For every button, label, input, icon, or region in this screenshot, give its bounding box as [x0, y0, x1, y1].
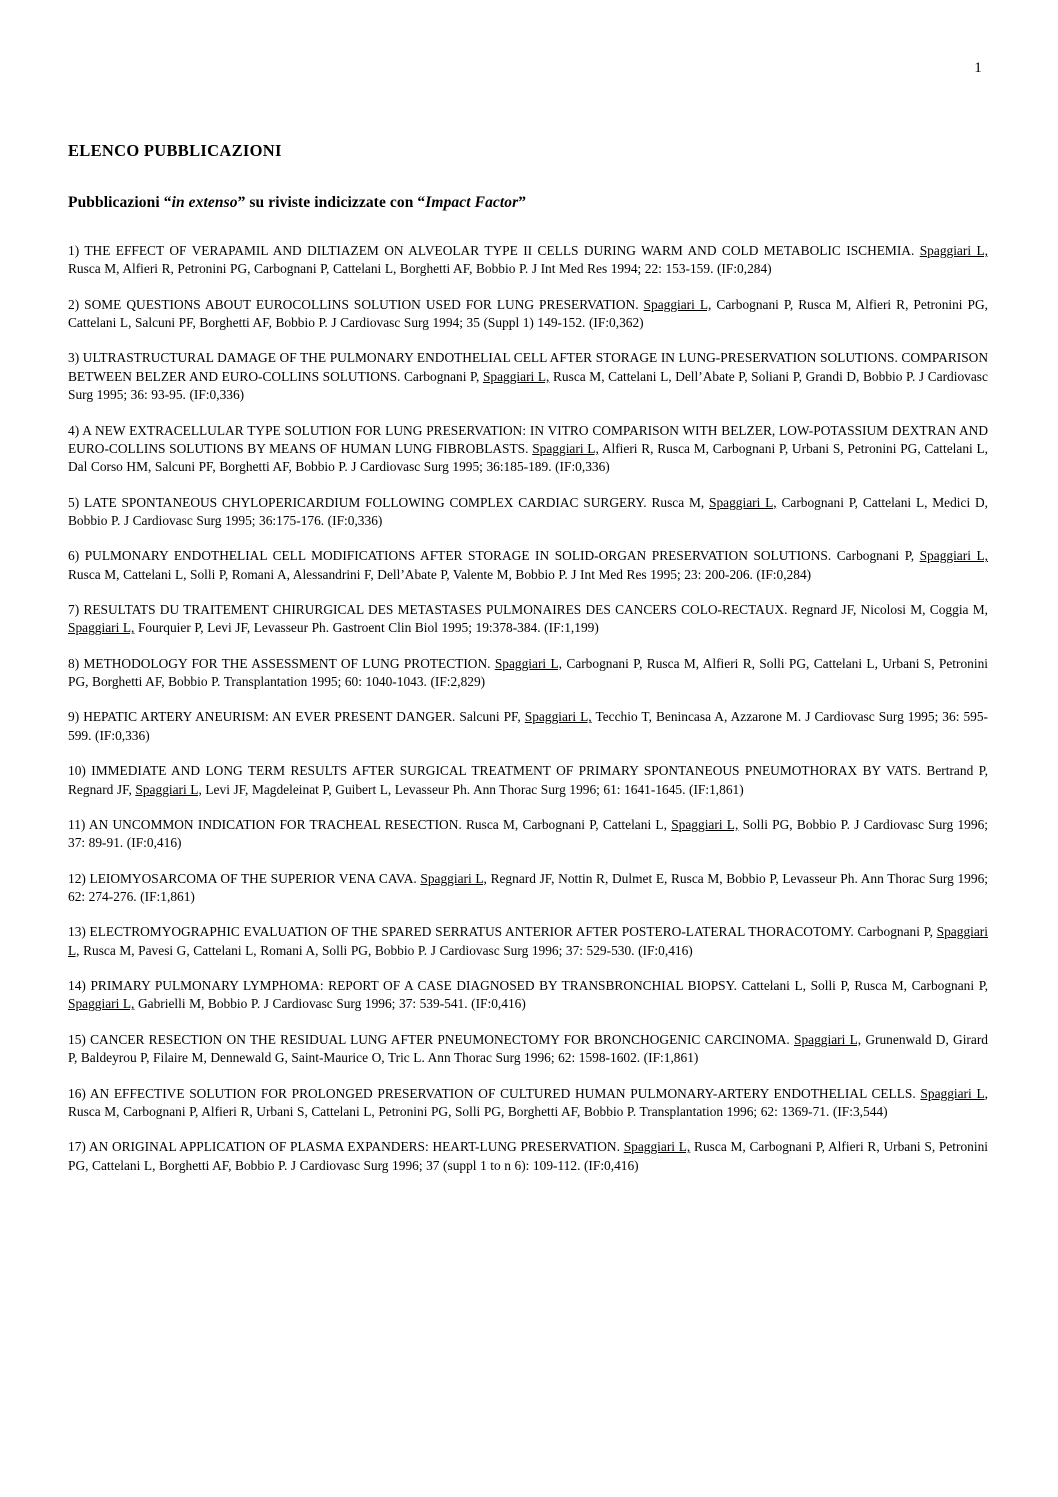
page-number: 1: [974, 60, 982, 76]
entry-reference: J Cardiovasc Surg 1995; 36:185-189. (IF:0,336): [351, 459, 610, 475]
subtitle-part-in-extenso: in extenso: [171, 194, 238, 211]
publication-entry: [68, 296, 988, 333]
entry-author-highlighted: Spaggiari L,: [68, 924, 988, 958]
entry-author-highlighted: Spaggiari L,: [524, 709, 592, 725]
entry-authors-rest: Carbognani P, Cattelani L, Medici D, Bobbio P.: [68, 494, 988, 528]
entry-number: 16): [68, 1085, 90, 1101]
entry-authors-pre: Regnard JF, Nicolosi M, Coggia M,: [791, 602, 989, 618]
entry-authors-rest: Fourquier P, Levi JF, Levasseur Ph.: [137, 620, 333, 636]
entry-authors-rest: Rusca M, Pavesi G, Cattelani L, Romani A, Solli PG, Bobbio P.: [83, 942, 431, 958]
entry-author-highlighted: Spaggiari L,: [920, 1085, 988, 1101]
entry-author-highlighted: Spaggiari L,: [482, 368, 550, 384]
entry-author-highlighted: Spaggiari L,: [68, 620, 135, 636]
entry-author-highlighted: Spaggiari L,: [135, 781, 202, 797]
entry-authors-pre: Bertrand P, Regnard JF,: [68, 763, 988, 797]
publication-entry: [68, 242, 988, 279]
entry-title: CANCER RESECTION ON THE RESIDUAL LUNG AFTER PNEUMONECTOMY FOR BRONCHOGENIC CARCINOMA.: [90, 1031, 795, 1047]
entry-title: ELECTROMYOGRAPHIC EVALUATION OF THE SPARED SERRATUS ANTERIOR AFTER POSTERO-LATERAL THORACOTOMY.: [89, 924, 858, 940]
entry-reference: Transplantation 1996; 62: 1369-71. (IF:3,544): [639, 1103, 888, 1119]
entry-reference: J Cardiovasc Surg 1995; 36: 595-599. (IF:0,336): [68, 709, 988, 743]
entry-reference: Ann Thorac Surg 1996; 62: 274-276. (IF:1,861): [68, 870, 988, 904]
entry-authors-pre: Carbognani P,: [403, 368, 483, 384]
entry-reference: J Cardiovasc Surg 1996; 37: 539-541. (IF:0,416): [263, 996, 526, 1012]
page-title: ELENCO PUBBLICAZIONI: [68, 141, 282, 160]
subtitle-part-e: ”: [518, 194, 527, 211]
entry-number: 9): [68, 709, 84, 725]
entry-authors-pre: Salcuni PF,: [459, 709, 525, 725]
publication-entry: [68, 601, 988, 638]
publication-entry: [68, 422, 988, 477]
entry-author-highlighted: Spaggiari L,: [919, 548, 988, 564]
publication-entry: [68, 816, 988, 853]
entry-author-highlighted: Spaggiari L,: [794, 1031, 862, 1047]
entry-authors-pre: Carbognani P,: [857, 924, 937, 940]
entry-author-highlighted: Spaggiari L,: [671, 816, 739, 832]
entry-authors-rest: Grunenwald D, Girard P, Baldeyrou P, Filaire M, Dennewald G, Saint-Maurice O, Tric L.: [68, 1031, 988, 1066]
entry-number: 11): [68, 816, 89, 832]
publication-list: [68, 242, 988, 1175]
entry-authors-rest: Levi JF, Magdeleinat P, Guibert L, Levasseur Ph.: [205, 781, 473, 797]
entry-title: IMMEDIATE AND LONG TERM RESULTS AFTER SURGICAL TREATMENT OF PRIMARY SPONTANEOUS PNEUMOTHORAX BY VATS.: [91, 763, 927, 779]
subtitle-part-a: Pubblicazioni “: [68, 194, 172, 211]
entry-title: RESULTATS DU TRAITEMENT CHIRURGICAL DES METASTASES PULMONAIRES DES CANCERS COLO-RECTAUX.: [83, 602, 792, 618]
entry-title: THE EFFECT OF VERAPAMIL AND DILTIAZEM ON ALVEOLAR TYPE II CELLS DURING WARM AND COLD METABOLIC ISCHEMIA.: [84, 243, 920, 258]
entry-title: PULMONARY ENDOTHELIAL CELL MODIFICATIONS AFTER STORAGE IN SOLID-ORGAN PRESERVATION SOLUTIONS.: [84, 548, 837, 564]
entry-author-highlighted: Spaggiari L,: [68, 996, 135, 1012]
publication-entry: [68, 1085, 988, 1122]
entry-authors-rest: Rusca M, Carbognani P, Alfieri R, Urbani S, Cattelani L, Petronini PG, Solli PG, Borghetti AF, Bobbio P.: [68, 1103, 640, 1119]
publication-entry: [68, 762, 988, 799]
entry-authors-rest: Carbognani P, Rusca M, Alfieri R, Solli PG, Cattelani L, Urbani S, Petronini PG, Borghetti AF, Bobbio P.: [68, 655, 988, 690]
entry-number: 3): [68, 350, 83, 366]
entry-author-highlighted: Spaggiari L,: [919, 243, 989, 258]
entry-number: 5): [68, 494, 84, 510]
publication-entry: [68, 923, 988, 960]
entry-reference: Gastroent Clin Biol 1995; 19:378-384. (IF:1,199): [332, 620, 599, 636]
entry-title: METHODOLOGY FOR THE ASSESSMENT OF LUNG PROTECTION.: [83, 655, 495, 671]
entry-reference: Ann Thorac Surg 1996; 62: 1598-1602. (IF:1,861): [427, 1050, 699, 1066]
entry-authors-rest: Gabrielli M, Bobbio P.: [137, 996, 264, 1012]
entry-number: 13): [68, 924, 90, 940]
entry-reference: J Int Med Res 1994; 22: 153-159. (IF:0,284): [531, 261, 772, 277]
entry-authors-rest: Alfieri R, Rusca M, Carbognani P, Urbani S, Petronini PG, Cattelani L, Dal Corso HM, Salcuni PF, Borghetti AF, Bobbio P.: [68, 440, 988, 475]
publication-entry: [68, 655, 988, 692]
entry-reference: J Cardiovasc Surg 1995; 36:175-176. (IF:0,336): [123, 512, 383, 528]
entry-reference: J Cardiovasc Surg 1996; 37 (suppl 1 to n 6): 109-112. (IF:0,416): [290, 1157, 639, 1173]
entry-reference: J Cardiovasc Surg 1996; 37: 529-530. (IF:0,416): [430, 942, 693, 958]
entry-authors-rest: Carbognani P, Rusca M, Alfieri R, Petronini PG, Cattelani L, Salcuni PF, Borghetti AF, Bobbio P.: [68, 296, 988, 331]
entry-number: 15): [68, 1031, 91, 1047]
entry-reference: J Cardiovasc Surg 1995; 36: 93-95. (IF:0,336): [68, 368, 988, 403]
entry-title: ULTRASTRUCTURAL DAMAGE OF THE PULMONARY ENDOTHELIAL CELL AFTER STORAGE IN LUNG-PRESERVATION SOLUTIONS. COMPARISON BETWEEN BELZER AND EURO-COLLINS SOLUTIONS.: [68, 350, 989, 384]
entry-author-highlighted: Spaggiari L,: [623, 1139, 691, 1155]
entry-title: SOME QUESTIONS ABOUT EUROCOLLINS SOLUTION USED FOR LUNG PRESERVATION.: [84, 296, 644, 312]
entry-authors-pre: Cattelani L, Solli P, Rusca M, Carbognani P,: [741, 978, 988, 994]
entry-authors-rest: Solli PG, Bobbio P.: [742, 816, 855, 832]
entry-title: PRIMARY PULMONARY LYMPHOMA: REPORT OF A CASE DIAGNOSED BY TRANSBRONCHIAL BIOPSY.: [90, 978, 742, 994]
section-subtitle: [68, 194, 988, 212]
publication-entry: [68, 977, 988, 1014]
entry-number: 6): [68, 548, 85, 564]
entry-authors-rest: Rusca M, Carbognani P, Alfieri R, Urbani S, Petronini PG, Cattelani L, Borghetti AF, Bobbio P.: [68, 1139, 989, 1173]
entry-author-highlighted: Spaggiari L,: [494, 655, 563, 671]
entry-authors-rest: Rusca M, Cattelani L, Solli P, Romani A, Alessandrini F, Dell’Abate P, Valente M, Bobbio P.: [68, 566, 572, 582]
entry-title: LEIOMYOSARCOMA OF THE SUPERIOR VENA CAVA.: [89, 870, 421, 886]
entry-number: 4): [68, 422, 83, 438]
entry-title: A NEW EXTRACELLULAR TYPE SOLUTION FOR LUNG PRESERVATION: IN VITRO COMPARISON WITH BELZER, LOW-POTASSIUM DEXTRAN AND EURO-COLLINS SOLUTIONS BY MEANS OF HUMAN LUNG FIBROBLASTS.: [68, 422, 988, 456]
entry-number: 10): [68, 763, 92, 779]
subtitle-part-impact-factor: Impact Factor: [425, 194, 519, 211]
publication-entry: [68, 708, 988, 745]
entry-author-highlighted: Spaggiari L,: [420, 870, 487, 886]
entry-author-highlighted: Spaggiari L,: [643, 296, 712, 312]
entry-title: AN ORIGINAL APPLICATION OF PLASMA EXPANDERS: HEART-LUNG PRESERVATION.: [88, 1139, 624, 1155]
entry-reference: J Int Med Res 1995; 23: 200-206. (IF:0,284): [571, 566, 812, 582]
entry-authors-rest: Rusca M, Alfieri R, Petronini PG, Carbognani P, Cattelani L, Borghetti AF, Bobbio P.: [68, 261, 532, 277]
publication-entry: [68, 349, 988, 404]
entry-authors-rest: Rusca M, Cattelani L, Dell’Abate P, Soliani P, Grandi D, Bobbio P.: [552, 368, 919, 384]
entry-title: LATE SPONTANEOUS CHYLOPERICARDIUM FOLLOWING COMPLEX CARDIAC SURGERY.: [83, 494, 652, 510]
entry-authors-pre: Carbognani P,: [836, 548, 920, 564]
entry-reference: J Cardiovasc Surg 1996; 37: 89-91. (IF:0,416): [68, 816, 988, 851]
entry-number: 17): [68, 1139, 89, 1155]
entry-author-highlighted: Spaggiari L,: [532, 440, 599, 456]
entry-authors-pre: Rusca M,: [651, 494, 710, 510]
entry-authors-rest: Tecchio T, Benincasa A, Azzarone M.: [595, 709, 806, 725]
publication-entry: [68, 547, 988, 584]
entry-reference: Transplantation 1995; 60: 1040-1043. (IF:2,829): [223, 674, 486, 690]
subtitle-part-c: ” su riviste indicizzate con “: [237, 194, 426, 211]
publication-entry: [68, 494, 988, 531]
publication-entry: [68, 870, 988, 907]
entry-title: AN EFFECTIVE SOLUTION FOR PROLONGED PRESERVATION OF CULTURED HUMAN PULMONARY-ARTERY ENDOTHELIAL CELLS.: [89, 1085, 921, 1101]
entry-number: 12): [68, 870, 90, 886]
entry-number: 1): [68, 243, 85, 258]
publication-entry: [68, 1138, 988, 1175]
entry-author-highlighted: Spaggiari L,: [709, 494, 777, 510]
entry-number: 7): [68, 602, 84, 618]
entry-title: AN UNCOMMON INDICATION FOR TRACHEAL RESECTION.: [88, 816, 466, 832]
entry-authors-pre: Rusca M, Carbognani P, Cattelani L,: [466, 816, 672, 832]
entry-authors-rest: Regnard JF, Nottin R, Dulmet E, Rusca M, Bobbio P, Levasseur Ph.: [490, 870, 861, 886]
entry-number: 2): [68, 296, 85, 312]
entry-reference: J Cardiovasc Surg 1994; 35 (Suppl 1) 149-152. (IF:0,362): [331, 315, 644, 331]
entry-title: HEPATIC ARTERY ANEURISM: AN EVER PRESENT DANGER.: [83, 709, 460, 725]
entry-number: 14): [68, 978, 91, 994]
publication-entry: [68, 1031, 988, 1068]
entry-reference: Ann Thorac Surg 1996; 61: 1641-1645. (IF:1,861): [472, 781, 744, 797]
entry-number: 8): [68, 655, 84, 671]
